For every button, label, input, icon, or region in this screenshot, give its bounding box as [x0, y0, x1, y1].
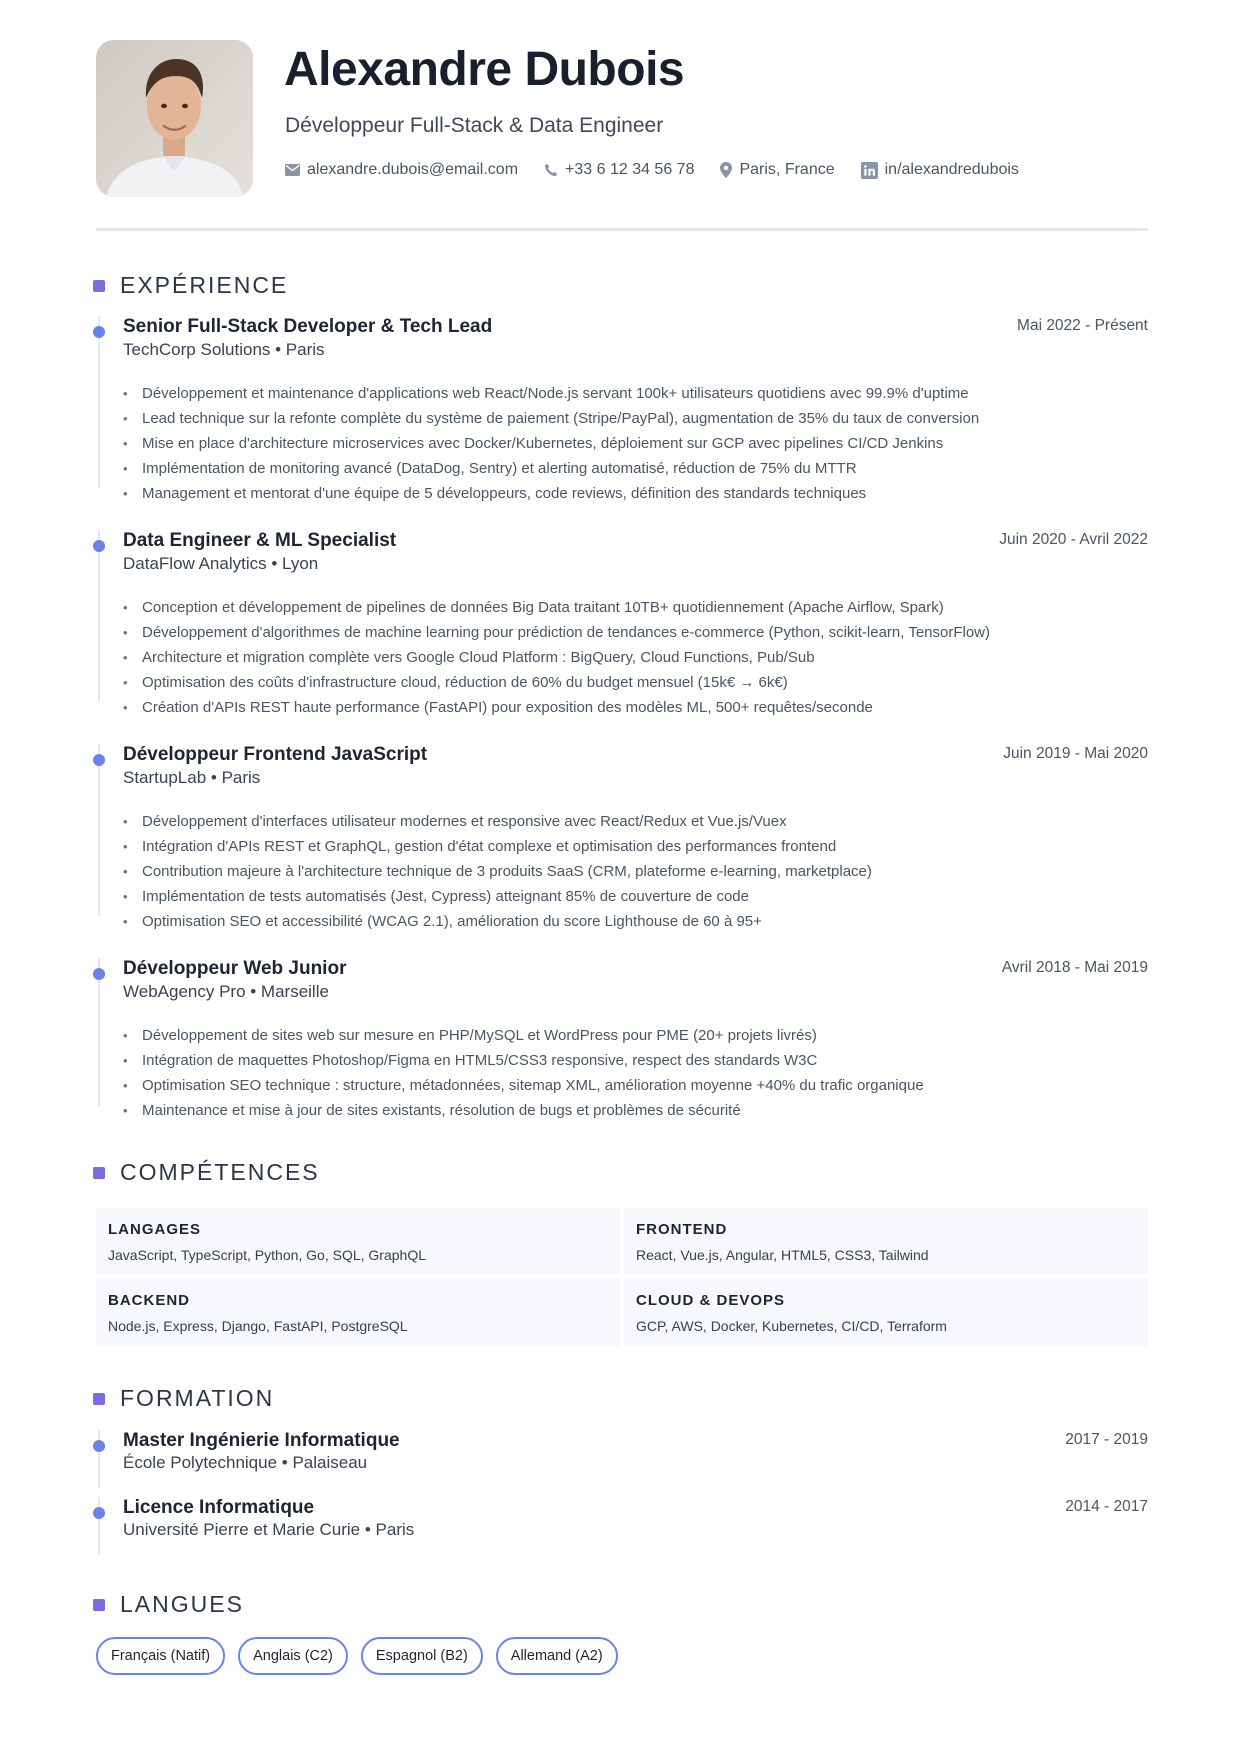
skill-card-cloud-devops [624, 1279, 1148, 1346]
job-bullet: • Implémentation de tests automatisés (Jest, Cypress) atteignant 85% de couverture de code [123, 884, 872, 909]
linkedin-icon [861, 162, 878, 179]
section-marker-icon [93, 1599, 105, 1611]
section-marker-icon [93, 280, 105, 292]
job-company: StartupLab • Paris [123, 768, 261, 787]
candidate-title: Développeur Full-Stack & Data Engineer [285, 114, 664, 137]
job-bullets [123, 809, 872, 934]
job-company: DataFlow Analytics • Lyon [123, 554, 319, 573]
section-marker-icon [93, 1393, 105, 1405]
job-bullets [123, 595, 990, 720]
job-date: Juin 2020 - Avril 2022 [999, 531, 1148, 548]
language-pill: Espagnol (B2) [361, 1637, 483, 1675]
job-date: Avril 2018 - Mai 2019 [1001, 959, 1148, 976]
header-divider [96, 228, 1148, 231]
job-bullet: • Maintenance et mise à jour de sites existants, résolution de bugs et problèmes de sécurité [123, 1098, 924, 1123]
skill-card-backend [96, 1279, 620, 1346]
resume-header [96, 40, 1148, 200]
job-bullets [123, 381, 979, 506]
skill-card-languages [96, 1208, 620, 1275]
education-years: 2017 - 2019 [1065, 1431, 1148, 1448]
resume-page [96, 40, 1148, 1664]
degree-title: Master Ingénierie Informatique [123, 1430, 400, 1451]
skill-values: React, Vue.js, Angular, HTML5, CSS3, Tailwind [636, 1247, 929, 1263]
job-bullet: • Optimisation des coûts d'infrastructure cloud, réduction de 60% du budget mensuel (15k€ → 6k€) [123, 670, 990, 695]
education-heading: FORMATION [93, 1385, 274, 1412]
section-marker-icon [93, 1167, 105, 1179]
job-bullet: • Développement de sites web sur mesure en PHP/MySQL et WordPress pour PME (20+ projets livrés) [123, 1023, 924, 1048]
job-bullet: • Développement d'interfaces utilisateur modernes et responsive avec React/Redux et Vue.js/Vuex [123, 809, 872, 834]
job-bullets [123, 1023, 924, 1123]
job-company: TechCorp Solutions • Paris [123, 340, 325, 359]
skill-category: BACKEND [108, 1292, 190, 1309]
degree-title: Licence Informatique [123, 1497, 315, 1518]
education-years: 2014 - 2017 [1065, 1498, 1148, 1515]
language-pill: Allemand (A2) [496, 1637, 618, 1675]
languages-heading: LANGUES [93, 1591, 244, 1618]
school-name: Université Pierre et Marie Curie • Paris [123, 1520, 415, 1539]
job-bullet: • Lead technique sur la refonte complète du système de paiement (Stripe/PayPal), augmentation de 35% du taux de conversion [123, 406, 979, 431]
contact-location-text: Paris, France [739, 161, 835, 178]
job-role: Senior Full-Stack Developer & Tech Lead [123, 316, 493, 337]
job-bullet: • Création d'APIs REST haute performance (FastAPI) pour exposition des modèles ML, 500+ requêtes/seconde [123, 695, 990, 720]
timeline-dot [93, 540, 105, 552]
job-company: WebAgency Pro • Marseille [123, 982, 329, 1001]
experience-heading: EXPÉRIENCE [93, 272, 288, 299]
contact-linkedin-text: in/alexandredubois [884, 161, 1019, 178]
language-pill: Anglais (C2) [238, 1637, 348, 1675]
job-bullet: • Conception et développement de pipelines de données Big Data traitant 10TB+ quotidiennement (Apache Airflow, Spark) [123, 595, 990, 620]
job-bullet: • Développement d'algorithmes de machine learning pour prédiction de tendances e-commerce (Python, scikit-learn, TensorFlow) [123, 620, 990, 645]
language-list [96, 1637, 631, 1675]
skill-category: LANGAGES [108, 1221, 202, 1238]
location-icon [720, 162, 732, 178]
language-pill: Français (Natif) [96, 1637, 225, 1675]
contact-email-text: alexandre.dubois@email.com [307, 161, 519, 178]
job-bullet: • Intégration d'APIs REST et GraphQL, gestion d'état complexe et optimisation des performances frontend [123, 834, 872, 859]
skill-card-frontend [624, 1208, 1148, 1275]
timeline-dot [93, 1440, 105, 1452]
contact-email[interactable] [285, 161, 518, 179]
skills-grid [96, 1208, 1148, 1346]
skills-heading: COMPÉTENCES [93, 1159, 320, 1186]
contact-phone[interactable] [544, 161, 694, 179]
job-bullet: • Contribution majeure à l'architecture technique de 3 produits SaaS (CRM, plateforme e-learning, marketplace) [123, 859, 872, 884]
contact-list [285, 161, 1045, 179]
portrait-illustration [96, 40, 253, 197]
email-icon [285, 164, 300, 176]
school-name: École Polytechnique • Palaiseau [123, 1453, 368, 1472]
job-role: Data Engineer & ML Specialist [123, 530, 397, 551]
skill-values: Node.js, Express, Django, FastAPI, PostgreSQL [108, 1318, 408, 1334]
timeline-dot [93, 1507, 105, 1519]
timeline-dot [93, 968, 105, 980]
job-bullet: • Management et mentorat d'une équipe de 5 développeurs, code reviews, définition des standards techniques [123, 481, 979, 506]
job-bullet: • Optimisation SEO technique : structure, métadonnées, sitemap XML, amélioration moyenne +40% du trafic organique [123, 1073, 924, 1098]
skill-category: CLOUD & DEVOPS [636, 1292, 786, 1309]
job-date: Mai 2022 - Présent [1017, 317, 1148, 334]
job-bullet: • Intégration de maquettes Photoshop/Figma en HTML5/CSS3 responsive, respect des standards W3C [123, 1048, 924, 1073]
job-bullet: • Architecture et migration complète vers Google Cloud Platform : BigQuery, Cloud Functions, Pub/Sub [123, 645, 990, 670]
timeline-dot [93, 326, 105, 338]
phone-icon [544, 163, 558, 177]
job-role: Développeur Web Junior [123, 958, 347, 979]
job-bullet: • Mise en place d'architecture microservices avec Docker/Kubernetes, déploiement sur GCP avec pipelines CI/CD Jenkins [123, 431, 979, 456]
profile-photo [96, 40, 253, 197]
contact-linkedin[interactable] [861, 161, 1019, 179]
skill-values: JavaScript, TypeScript, Python, Go, SQL, GraphQL [108, 1247, 427, 1263]
contact-location [720, 161, 834, 179]
skill-values: GCP, AWS, Docker, Kubernetes, CI/CD, Terraform [636, 1318, 947, 1334]
skill-category: FRONTEND [636, 1221, 728, 1238]
candidate-name: Alexandre Dubois [284, 43, 685, 96]
job-bullet: • Optimisation SEO et accessibilité (WCAG 2.1), amélioration du score Lighthouse de 60 à 95+ [123, 909, 872, 934]
job-date: Juin 2019 - Mai 2020 [1003, 745, 1148, 762]
job-bullet: • Développement et maintenance d'applications web React/Node.js servant 100k+ utilisateurs quotidiens avec 99.9% d'uptime [123, 381, 979, 406]
job-role: Développeur Frontend JavaScript [123, 744, 428, 765]
contact-phone-text: +33 6 12 34 56 78 [565, 161, 695, 178]
job-bullet: • Implémentation de monitoring avancé (DataDog, Sentry) et alerting automatisé, réduction de 75% du MTTR [123, 456, 979, 481]
timeline-dot [93, 754, 105, 766]
